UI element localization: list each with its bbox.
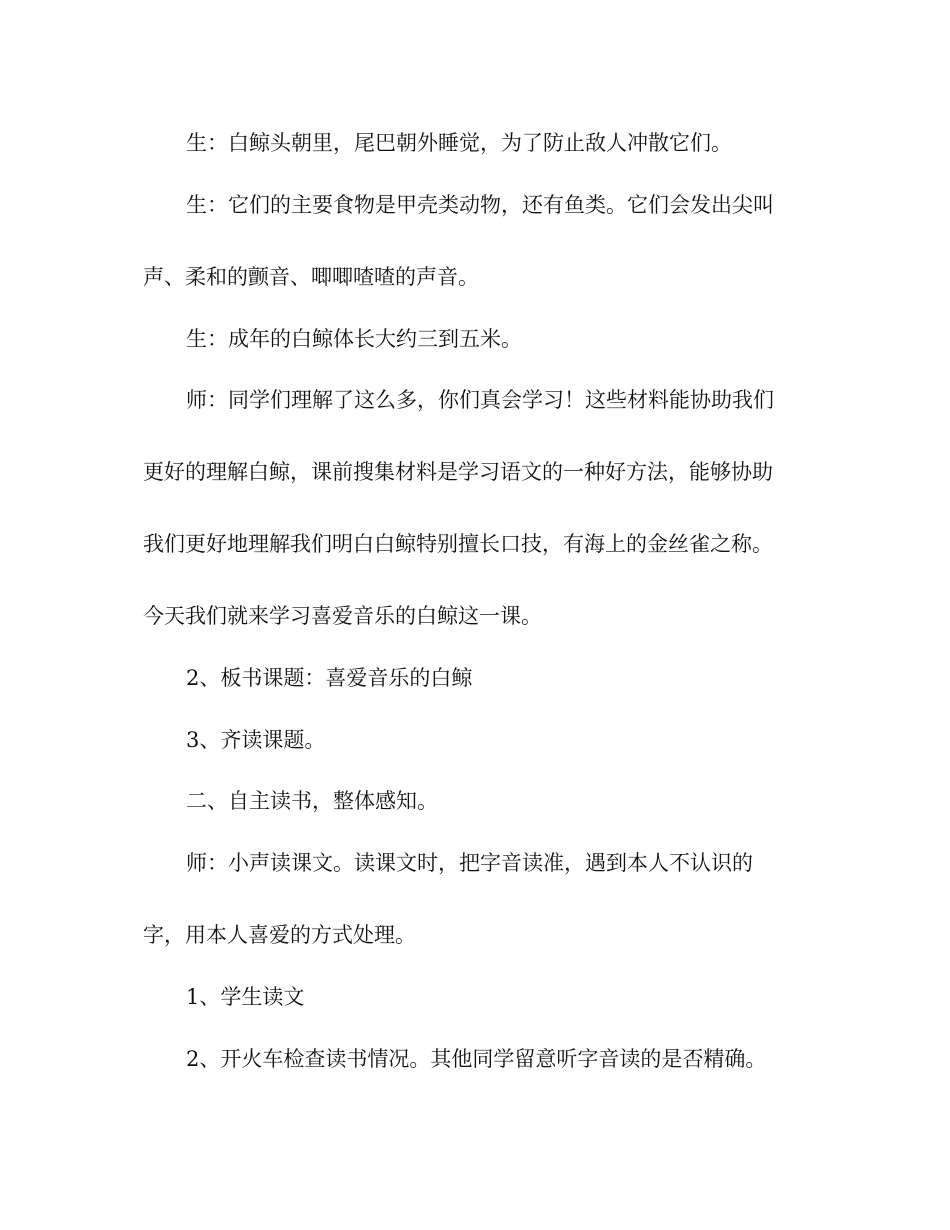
paragraph-line: 3、齐读课题。 [186, 728, 326, 752]
paragraph-line: 今天我们就来学习喜爱音乐的白鲸这一课。 [143, 604, 542, 628]
paragraph-line: 声、柔和的颤音、唧唧喳喳的声音。 [143, 265, 479, 289]
paragraph-line: 2、开火车检查读书情况。其他同学留意听字音读的是否精确。 [186, 1047, 767, 1071]
paragraph-line: 生：成年的白鲸体长大约三到五米。 [186, 327, 522, 351]
paragraph-line: 生：它们的主要食物是甲壳类动物，还有鱼类。它们会发出尖叫 [186, 193, 774, 217]
paragraph-line: 更好的理解白鲸，课前搜集材料是学习语文的一种好方法，能够协助 [143, 460, 773, 484]
paragraph-line: 师：小声读课文。读课文时，把字音读准，遇到本人不认识的 [186, 851, 753, 875]
paragraph-line: 师：同学们理解了这么多，你们真会学习！这些材料能协助我们 [186, 388, 774, 412]
paragraph-line: 1、学生读文 [186, 985, 305, 1009]
paragraph-line: 2、板书课题：喜爱音乐的白鲸 [186, 666, 473, 690]
paragraph-line: 生：白鲸头朝里，尾巴朝外睡觉，为了防止敌人冲散它们。 [186, 131, 732, 155]
paragraph-line: 二、自主读书，整体感知。 [186, 789, 438, 813]
paragraph-line: 字，用本人喜爱的方式处理。 [143, 923, 416, 947]
paragraph-line: 我们更好地理解我们明白白鲸特别擅长口技，有海上的金丝雀之称。 [143, 532, 773, 556]
